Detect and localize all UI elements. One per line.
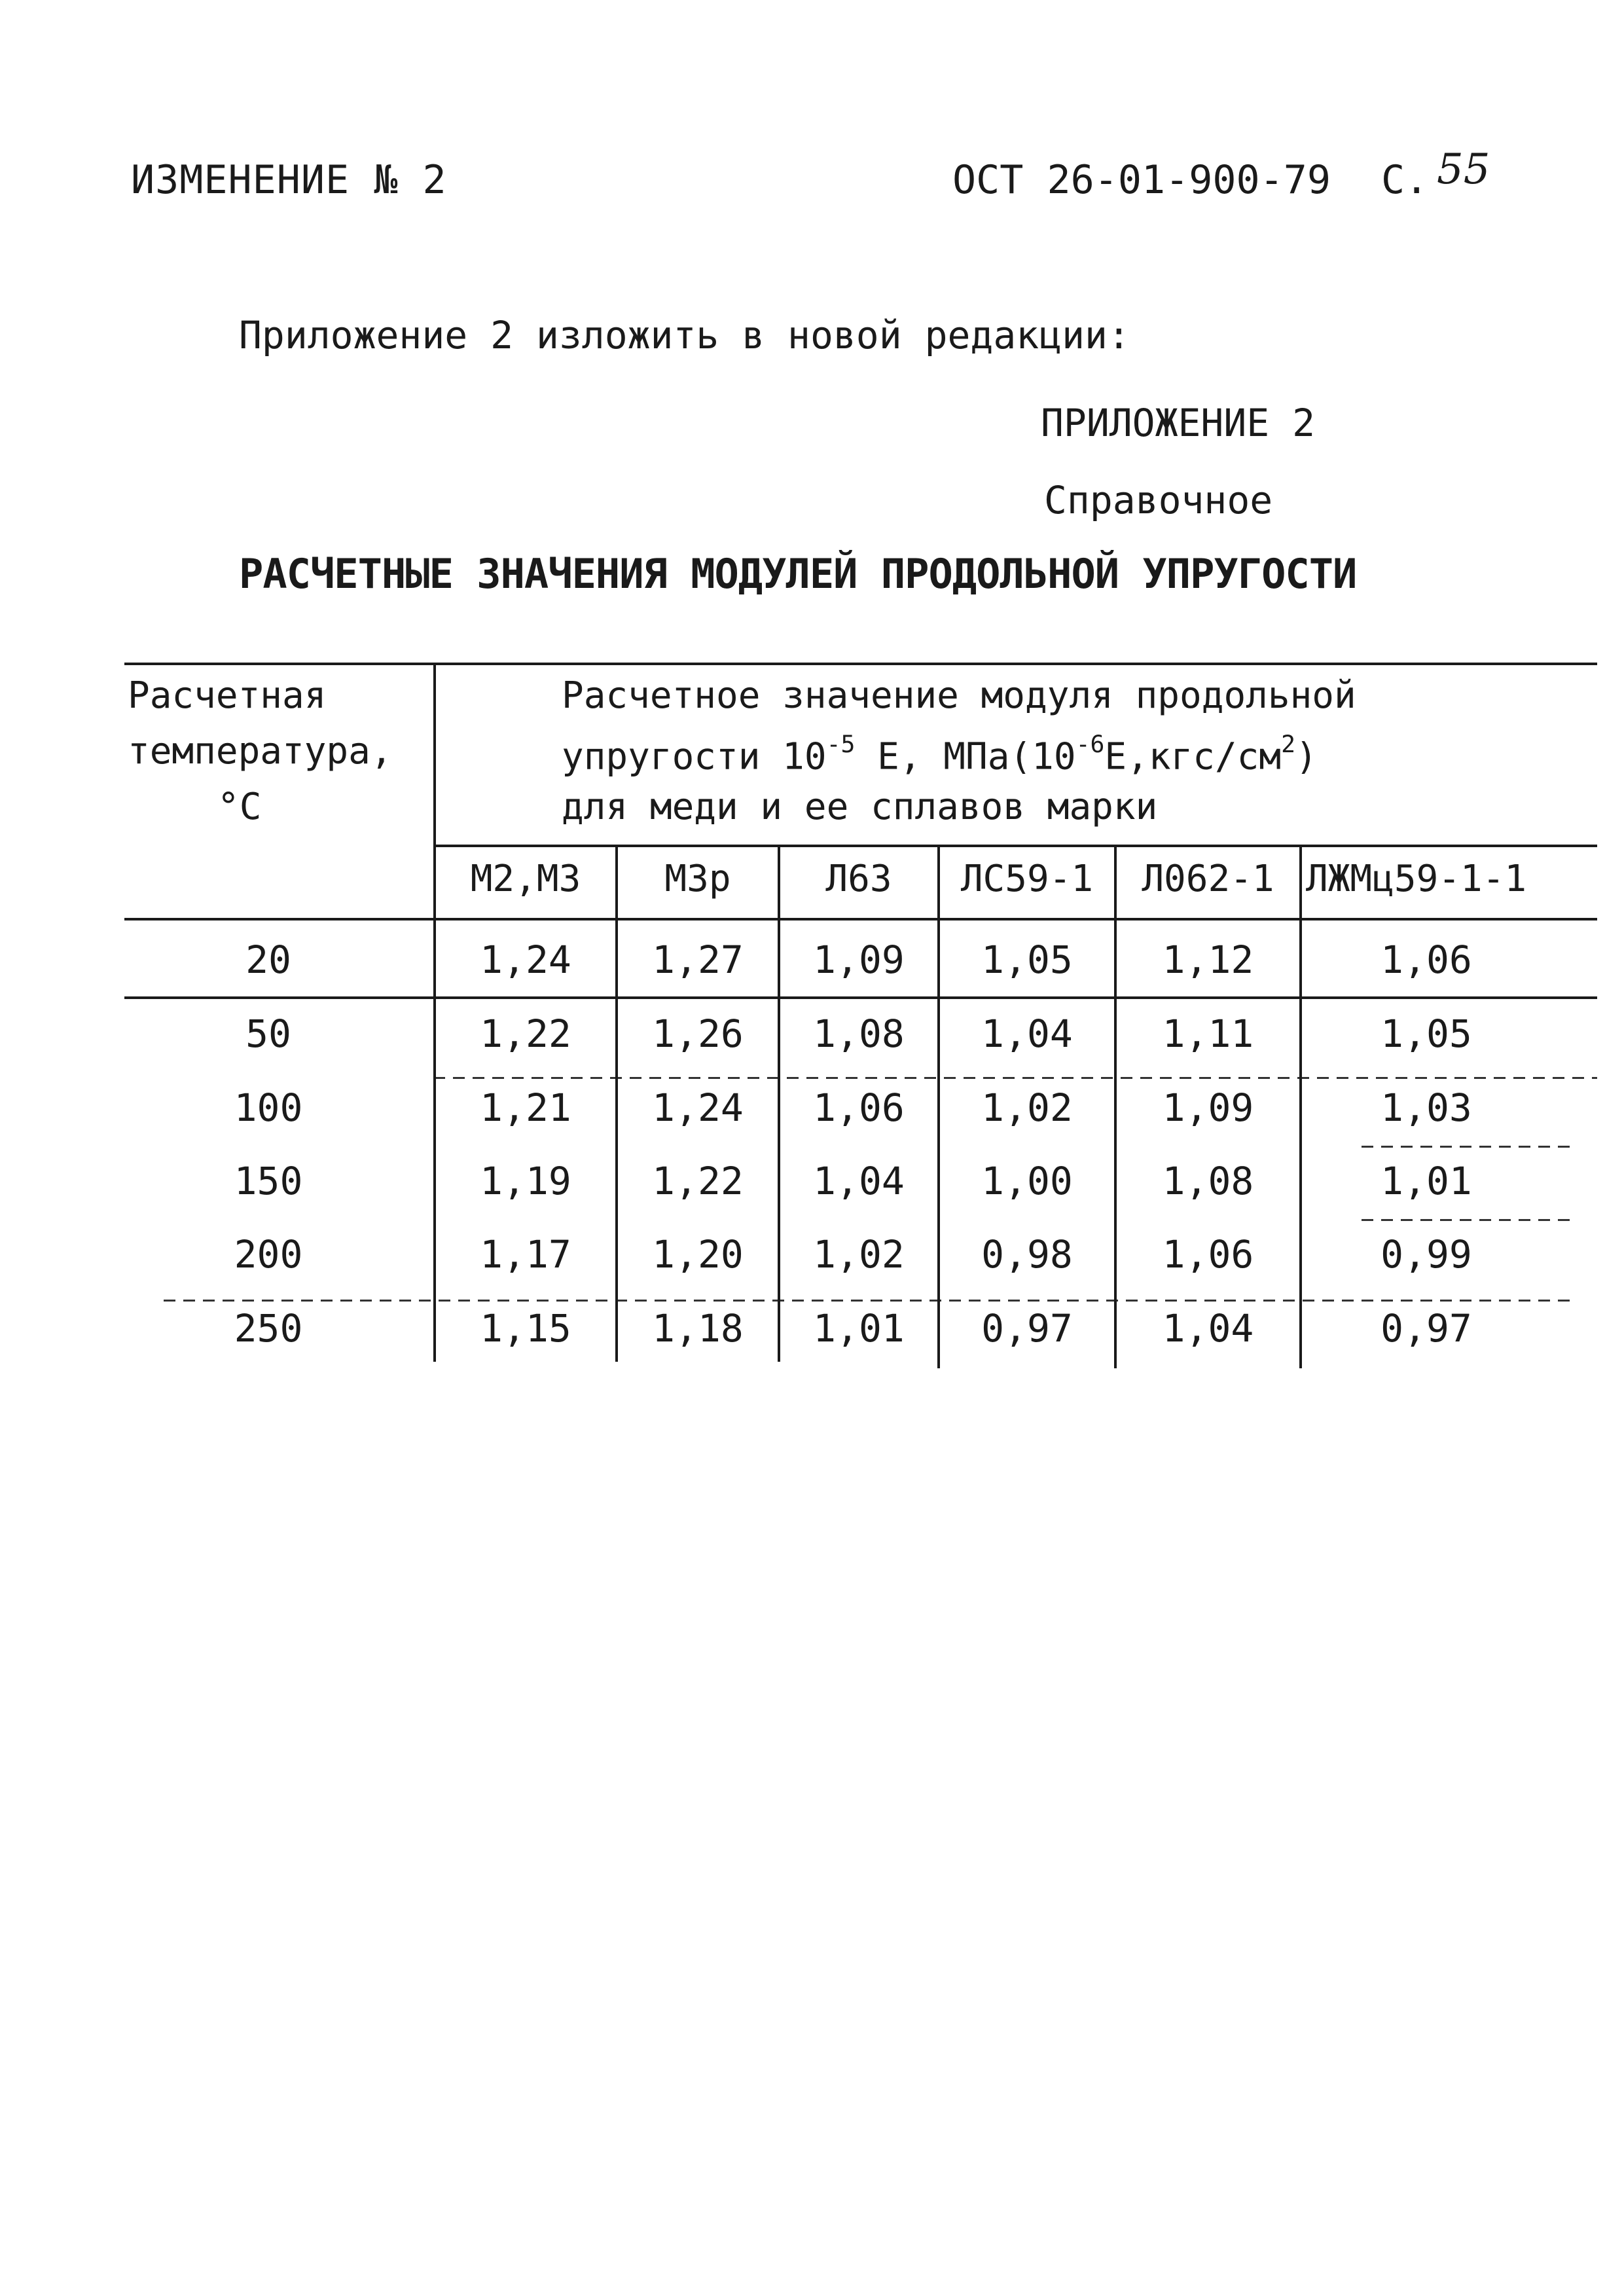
temp-header-unit: °С [217,786,262,828]
value-cell: 1,09 [1162,1085,1254,1130]
value-cell: 1,02 [813,1232,905,1277]
standard-number: ОСТ 26-01-900-79 [952,157,1331,203]
page-prefix: С. [1381,157,1429,203]
col-divider [615,845,618,1362]
value-cell: 1,12 [1162,938,1254,982]
column-header: М2,М3 [470,858,581,900]
reference-label: Справочное [1044,478,1273,522]
col-divider [1114,845,1117,1368]
col-divider [1299,845,1302,1368]
value-cell: 1,06 [1380,938,1472,982]
column-header: Л062-1 [1142,858,1274,900]
temperature-cell: 100 [234,1085,303,1130]
col-divider [937,845,940,1368]
temperature-cell: 200 [234,1232,303,1277]
value-cell: 1,24 [480,938,571,982]
main-header-line2: упругости $10^{-5}$ Е, $МПа(10^{-6}Е,кгс/см^2)$ [562,730,1318,778]
table-top-rule [124,663,1597,665]
value-cell: 1,09 [813,938,905,982]
row-rule [433,1077,1597,1079]
col-divider [778,845,780,1362]
row-rule [164,1300,1571,1302]
header-bottom-rule [124,918,1597,920]
temperature-cell: 250 [234,1306,303,1351]
row-rule [1362,1146,1571,1148]
value-cell: 1,08 [1162,1159,1254,1203]
value-cell: 1,05 [981,938,1073,982]
row-rule [124,996,1597,999]
value-cell: 1,27 [652,938,744,982]
value-cell: 1,05 [1380,1011,1472,1056]
value-cell: 1,02 [981,1085,1073,1130]
value-cell: 1,06 [1162,1232,1254,1277]
temperature-cell: 150 [234,1159,303,1203]
appendix-label: ПРИЛОЖЕНИЕ 2 [1041,401,1316,445]
value-cell: 1,01 [813,1306,905,1351]
value-cell: 0,98 [981,1232,1073,1277]
value-cell: 1,04 [1162,1306,1254,1351]
column-header: ЛЖМц59-1-1 [1306,858,1527,900]
value-cell: 1,26 [652,1011,744,1056]
value-cell: 1,11 [1162,1011,1254,1056]
main-header-line3: для меди и ее сплавов марки [562,786,1158,828]
value-cell: 0,99 [1380,1232,1472,1277]
page-number: 55 [1437,145,1490,194]
intro-text: Приложение 2 изложить в новой редакции: [239,313,1130,357]
subheader-rule [433,845,1597,847]
temperature-cell: 20 [245,938,291,982]
col-divider [433,663,436,1362]
value-cell: 0,97 [981,1306,1073,1351]
value-cell: 1,15 [480,1306,571,1351]
document-title: РАСЧЕТНЫЕ ЗНАЧЕНИЯ МОДУЛЕЙ ПРОДОЛЬНОЙ УПРУГОСТИ [239,550,1357,598]
temperature-cell: 50 [245,1011,291,1056]
value-cell: 1,24 [652,1085,744,1130]
value-cell: 1,19 [480,1159,571,1203]
value-cell: 1,00 [981,1159,1073,1203]
change-label: ИЗМЕНЕНИЕ № 2 [131,157,447,203]
main-header-line1: Расчетное значение модуля продольной [562,674,1356,717]
value-cell: 1,17 [480,1232,571,1277]
temp-header-line2: температура, [128,730,393,773]
value-cell: 1,20 [652,1232,744,1277]
column-header: ЛС59-1 [960,858,1094,900]
value-cell: 1,04 [981,1011,1073,1056]
value-cell: 1,03 [1380,1085,1472,1130]
value-cell: 1,22 [652,1159,744,1203]
value-cell: 1,06 [813,1085,905,1130]
value-cell: 0,97 [1380,1306,1472,1351]
value-cell: 1,18 [652,1306,744,1351]
temp-header-line1: Расчетная [128,674,327,717]
value-cell: 1,08 [813,1011,905,1056]
value-cell: 1,04 [813,1159,905,1203]
value-cell: 1,21 [480,1085,571,1130]
value-cell: 1,22 [480,1011,571,1056]
value-cell: 1,01 [1380,1159,1472,1203]
column-header: Л63 [825,858,892,900]
column-header: М3р [664,858,731,900]
row-rule [1362,1219,1571,1221]
